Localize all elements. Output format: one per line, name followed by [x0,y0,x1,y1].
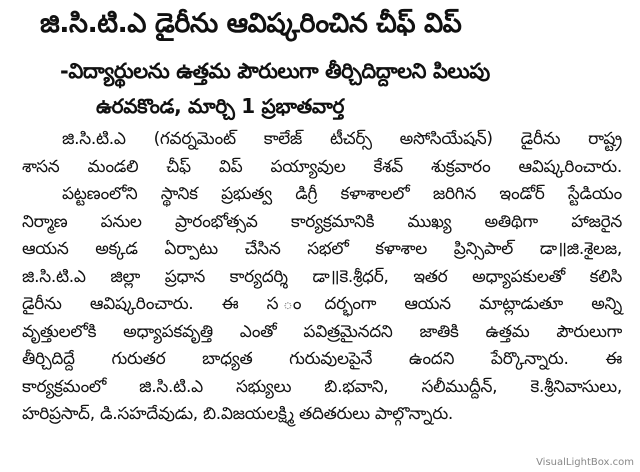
body-line: నిర్మాణ పనుల ప్రారంభోత్సవ కార్యక్రమానికి ముఖ్య అతిథిగా హాజరైన [22,211,622,232]
body-line: జి.సి.టి.ఎ (గవర్నమెంట్ కాలేజ్ టీచర్స్ అసోసియేషన్) డైరీను రాష్ట్ర [62,129,622,149]
article-subheadline: -విద్యార్థులను ఉత్తమ పౌరులుగా తీర్చిదిద్దాలని పిలుపు [60,59,490,83]
article-body [22,126,622,429]
body-line: తీర్చిదిద్దే గురుతర బాధ్యత గురువులపైనే ఉందని పేర్కొన్నారు. ఈ [22,349,622,369]
body-line: పట్టణంలోని స్థానిక ప్రభుత్వ డిగ్రీ కళాశాలలో జరిగిన ఇండోర్ స్టేడియం [62,184,622,204]
watermark-text: VisualLightBox.com [536,457,634,468]
body-line: వృత్తులలోకి అధ్యాపకవృత్తి ఎంతో పవిత్రమైనదని జాతికి ఉత్తమ పౌరులుగా [22,321,622,342]
body-line: డైరీను ఆవిష్కరించారు. ఈ స ందర్భంగా ఆయన మాట్లాడుతూ అన్ని [22,294,622,314]
body-line: జి.సి.టి.ఎ జిల్లా ప్రధాన కార్యదర్శి డా॥కె.శ్రీధర్, ఇతర అధ్యాపకులతో కలిసి [22,266,622,287]
body-line: ఆయన అక్కడ ఏర్పాటు చేసిన సభలో కళాశాల ప్రిన్సిపాల్ డా॥జి.శైలజ, [22,239,622,259]
article-headline: జి.సి.టి.ఎ డైరీను ఆవిష్కరించిన చీఫ్ విప్ [40,8,462,39]
body-line: శాసన మండలి చీఫ్ విప్ పయ్యావుల కేశవ్ శుక్రవారం ఆవిష్కరించారు. [22,156,622,177]
article-dateline: ఉరవకొండ, మార్చి 1 ప్రభాతవార్త [96,94,345,118]
body-line: కార్యక్రమంలో జి.సి.టి.ఎ సభ్యులు బి.భవాని, సలీముద్దీన్, కె.శ్రీనివాసులు, [22,376,622,397]
body-line: హరిప్రసాద్, డి.సహదేవుడు, బి.విజయలక్ష్మి తదితరులు పాల్గొన్నారు. [22,404,454,424]
